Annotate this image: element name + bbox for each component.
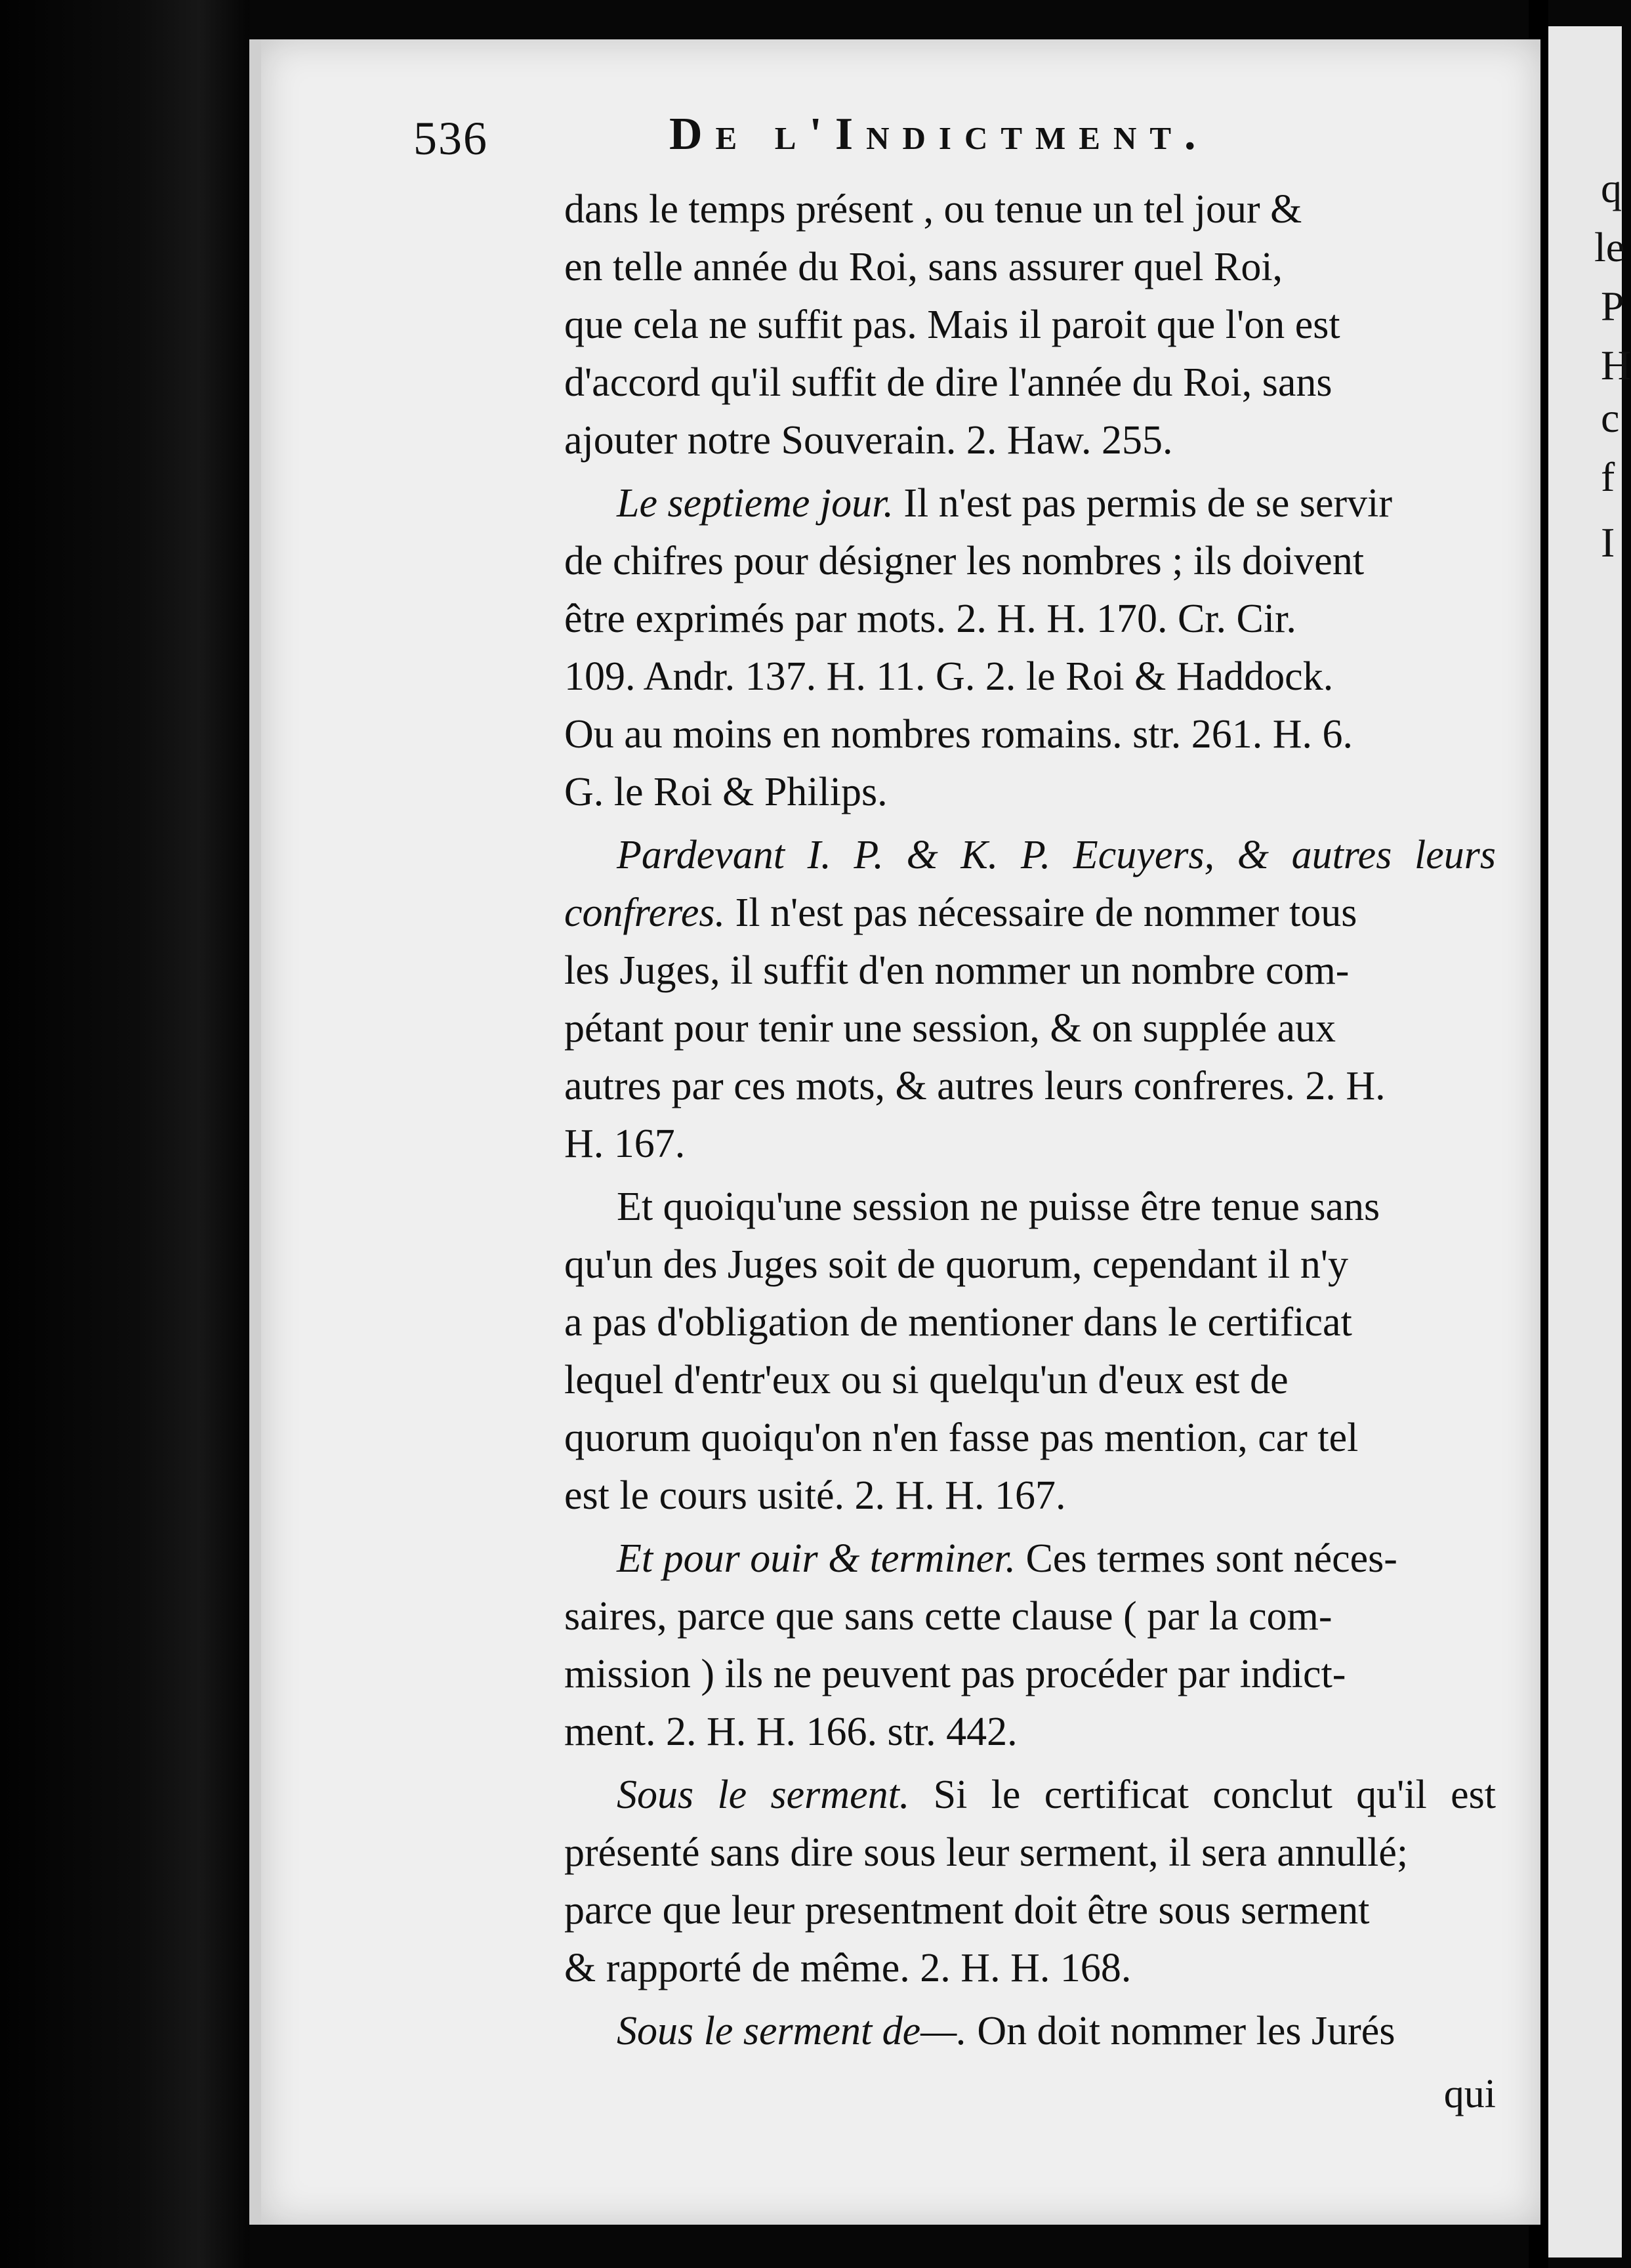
line: Et quoiqu'une session ne puisse être tenue sans (617, 1185, 1380, 1229)
line: pétant pour tenir une session, & on supplée aux (564, 1006, 1336, 1051)
line: qu'un des Juges soit de quorum, cependant il n'y (564, 1242, 1348, 1287)
edge-letter: le (1594, 224, 1625, 270)
line: a pas d'obligation de mentioner dans le certificat (564, 1300, 1352, 1345)
line: lequel d'entr'eux ou si quelqu'un d'eux est de (564, 1358, 1289, 1402)
line: autres par ces mots, & autres leurs confreres. 2. H. (564, 1064, 1386, 1108)
line: & rapporté de même. 2. H. H. 168. (564, 1946, 1132, 1990)
edge-letter: P (1601, 283, 1624, 329)
paragraph-4 (564, 1178, 1496, 1524)
edge-letter: q (1601, 165, 1622, 211)
catchword: qui (1443, 2072, 1496, 2116)
edge-letter: c (1601, 394, 1620, 441)
line: que cela ne suffit pas. Mais il paroit que l'on est (564, 303, 1340, 347)
paragraph-lead: Et pour ouir & terminer. (617, 1536, 1016, 1581)
line: parce que leur presentment doit être sous serment (564, 1888, 1370, 1933)
paragraph-1 (564, 180, 1496, 469)
line: 109. Andr. 137. H. 11. G. 2. le Roi & Haddock. (564, 654, 1334, 699)
line: ajouter notre Souverain. 2. Haw. 255. (564, 418, 1173, 463)
paragraph-2 (564, 474, 1496, 821)
paragraph-7 (564, 2002, 1496, 2060)
line: les Juges, il suffit d'en nommer un nombre com- (564, 948, 1350, 993)
edge-letter: f (1601, 453, 1615, 500)
line: de chifres pour désigner les nombres ; ils doivent (564, 539, 1365, 583)
line: G. le Roi & Philips. (564, 770, 888, 814)
facing-page-edge (1548, 26, 1631, 2258)
paragraph-lead: Le septieme jour. (617, 481, 894, 526)
line: Ces termes sont néces- (1025, 1536, 1397, 1581)
book-spine (0, 0, 249, 2268)
page-number: 536 (413, 112, 488, 165)
paragraph-lead: Sous le serment. (617, 1773, 910, 1817)
paragraph-6 (564, 1766, 1496, 1997)
paragraph-3 (564, 826, 1496, 1173)
line: est le cours usité. 2. H. H. 167. (564, 1473, 1066, 1518)
line: Il n'est pas nécessaire de nommer tous (735, 891, 1357, 935)
paragraph-lead: Pardevant I. P. & K. P. Ecuyers, & autres leurs confreres. (564, 833, 1496, 935)
line: saires, parce que sans cette clause ( par la com- (564, 1594, 1332, 1639)
running-head: De l'Indictment. (669, 109, 1209, 159)
line: en telle année du Roi, sans assurer quel Roi, (564, 245, 1283, 289)
line: quorum quoiqu'on n'en fasse pas mention, car tel (564, 1416, 1359, 1460)
line: Si le certificat conclut qu'il est présenté sans dire sous leur serment, il sera annullé; (564, 1773, 1496, 1875)
edge-letter: H (1601, 342, 1631, 388)
line: Il n'est pas permis de se servir (903, 481, 1393, 526)
paragraph-5 (564, 1530, 1496, 1761)
line: H. 167. (564, 1122, 686, 1166)
line: dans le temps présent , ou tenue un tel jour & (564, 187, 1302, 232)
line: ment. 2. H. H. 166. str. 442. (564, 1710, 1018, 1754)
line: être exprimés par mots. 2. H. H. 170. Cr. Cir. (564, 597, 1296, 641)
line: mission ) ils ne peuvent pas procéder par indict- (564, 1652, 1346, 1696)
line: d'accord qu'il suffit de dire l'année du Roi, sans (564, 360, 1332, 405)
line: On doit nommer les Jurés (977, 2009, 1395, 2053)
body-text (564, 180, 1496, 2128)
line: Ou au moins en nombres romains. str. 261. H. 6. (564, 712, 1353, 757)
paragraph-lead: Sous le serment de—. (617, 2009, 967, 2053)
edge-letter: I (1601, 519, 1615, 566)
